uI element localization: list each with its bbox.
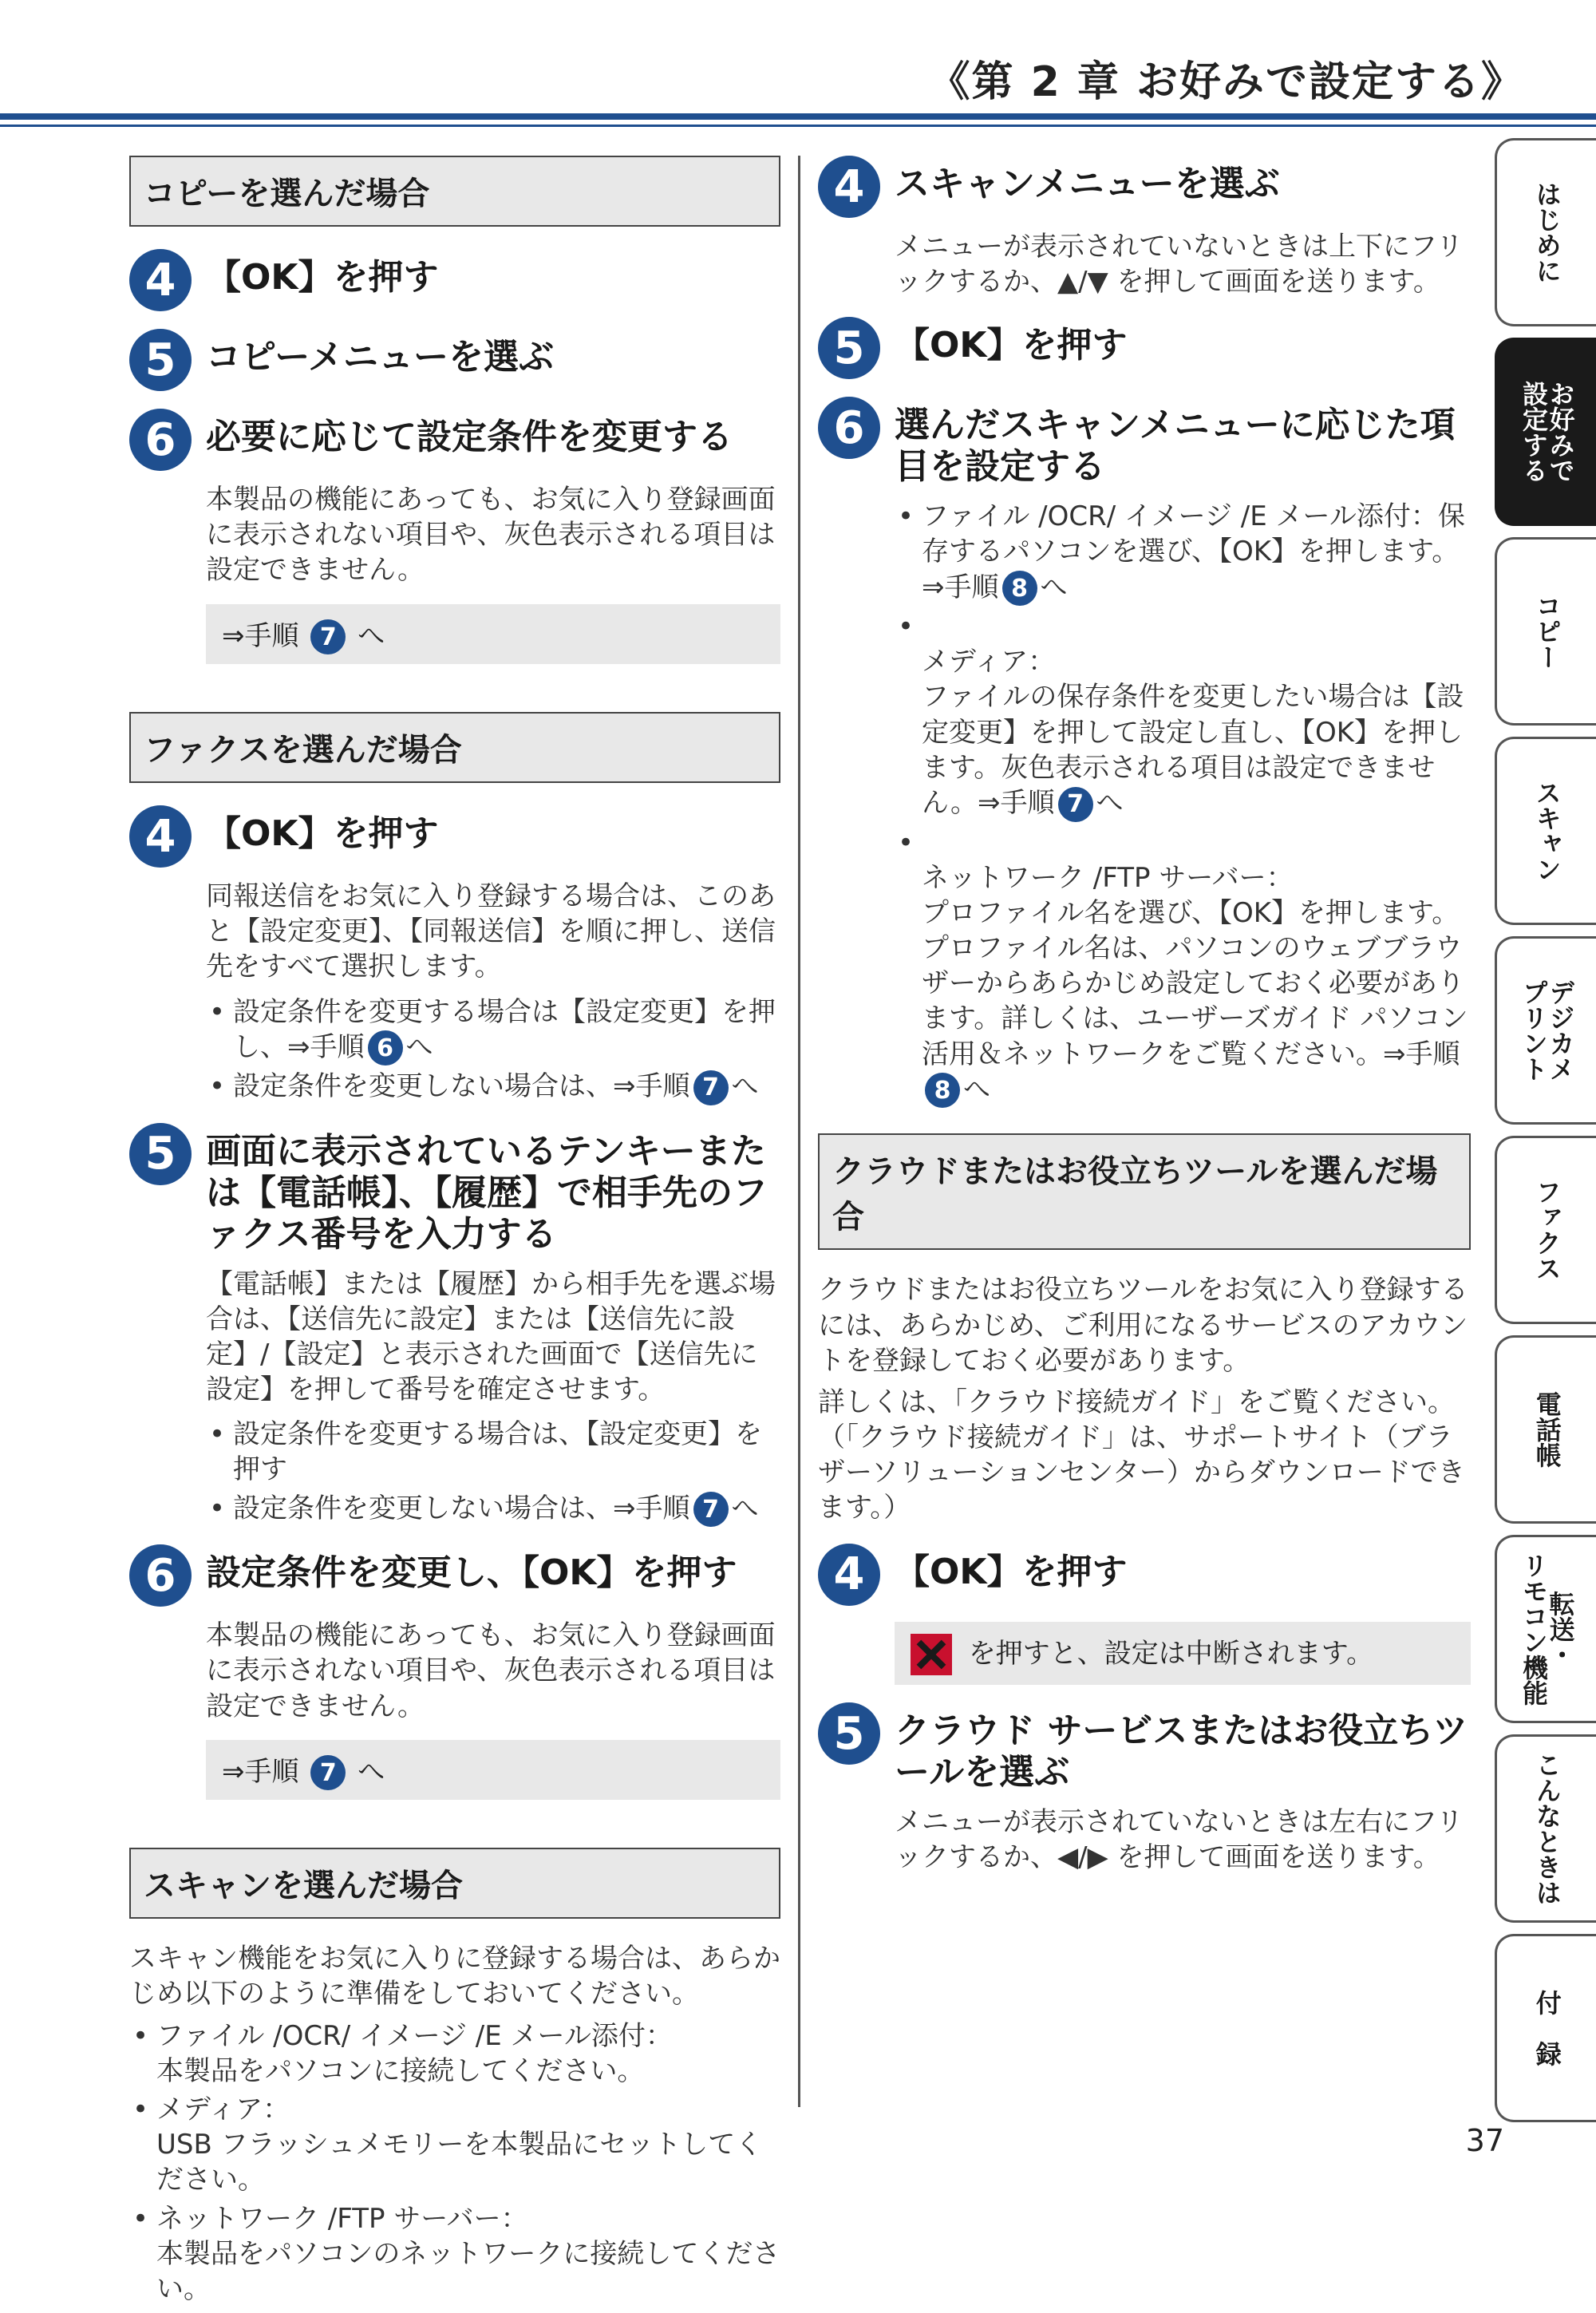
bullet-item: • メディア： USB フラッシュメモリーを本製品にセットしてください。 <box>129 2092 780 2198</box>
step-ref-badge: 7 <box>310 619 346 654</box>
step-body: 本製品の機能にあっても、お気に入り登録画面に表示されない項目や、灰色表示される項目は設定できません。 <box>206 484 776 587</box>
fax-step-5-bullets <box>206 1417 780 1527</box>
note-suffix: へ <box>358 1755 385 1788</box>
cancel-note-text: を押すと、設定は中断されます。 <box>968 1637 1374 1670</box>
tab-digicame[interactable] <box>1495 936 1596 1125</box>
cloud-para-1: クラウドまたはお役立ちツールをお気に入り登録するには、あらかじめ、ご利用になるサービスのアカウントを登録しておく必要があります。 <box>818 1274 1468 1377</box>
scan-step-4 <box>818 156 1471 218</box>
step-ref-badge: 8 <box>1002 571 1037 606</box>
tab-label: はじめに <box>1531 181 1562 283</box>
tab-hajimeni[interactable] <box>1495 138 1596 326</box>
tab-label: スキャン <box>1531 780 1562 882</box>
step-title: 【OK】を押す <box>895 1551 1128 1592</box>
bullet-item: • ファイル /OCR/ イメージ /E メール添付： 本製品をパソコンに接続してください。 <box>129 2018 780 2089</box>
step-number: 6 <box>818 397 880 459</box>
chapter-title: 《第 2 章 お好みで設定する》 <box>928 58 1524 106</box>
step-title: コピーメニューを選ぶ <box>206 337 555 378</box>
note-box-cancel <box>895 1622 1471 1686</box>
bullet-item: • ファイル /OCR/ イメージ /E メール添付：保存するパソコンを選び、【OK】を押します。⇒手順 8 へ <box>895 499 1471 606</box>
cloud-para-2: 詳しくは、「クラウド接続ガイド」をご覧ください。（「クラウド接続ガイド」は、サポートサイト（ブラザーソリューションセンター）からダウンロードできます。） <box>818 1386 1465 1524</box>
fax-step-5 <box>129 1123 780 1255</box>
scan-step-5 <box>818 317 1471 379</box>
section-header-cloud: クラウドまたはお役立ちツールを選んだ場合 <box>818 1133 1471 1250</box>
bullet-item: • 設定条件を変更しない場合は、⇒手順 7 へ <box>206 1491 780 1528</box>
tab-fax[interactable] <box>1495 1136 1596 1324</box>
step-number: 6 <box>129 409 192 471</box>
step-body: 同報送信をお気に入り登録する場合は、このあと【設定変更】、【同報送信】を順に押し、送信先をすべて選択します。 <box>206 880 776 983</box>
left-column <box>129 156 780 2313</box>
step-title: 選んだスキャンメニューに応じた項目を設定する <box>895 405 1456 488</box>
step-title: 【OK】を押す <box>206 257 439 298</box>
copy-step-6 <box>129 409 780 471</box>
step-number: 4 <box>129 249 192 311</box>
bullet-item: • 設定条件を変更する場合は【設定変更】を押し、⇒手順 6 へ <box>206 994 780 1066</box>
bullet-item: • メディア： ファイルの保存条件を変更したい場合は【設定変更】を押して設定し直し、【OK】を押します。灰色表示される項目は設定できません。⇒手順 7 へ <box>895 609 1471 821</box>
tab-okonomi[interactable] <box>1495 338 1596 526</box>
bullet-item: • ネットワーク /FTP サーバー： プロファイル名を選び、【OK】を押します。プロファイル名は、パソコンのウェブブラウザーからあらかじめ設定しておく必要があります。詳しくは、ユーザーズガイド パソコン活用＆ネットワークをご覧ください。⇒手順8 へ <box>895 825 1471 1109</box>
tab-copy[interactable] <box>1495 537 1596 726</box>
fax-step-4-bullets <box>206 994 780 1105</box>
tab-forward[interactable] <box>1495 1535 1596 1723</box>
page-number: 37 <box>1465 2123 1504 2158</box>
bullet-item: • ネットワーク /FTP サーバー： 本製品をパソコンのネットワークに接続してください。 <box>129 2201 780 2307</box>
copy-step-4 <box>129 249 780 311</box>
section-header-fax: ファクスを選んだ場合 <box>129 712 780 783</box>
step-ref-badge: 8 <box>925 1073 960 1108</box>
step-ref-badge: 7 <box>693 1492 729 1527</box>
note-box-fax <box>206 1740 780 1801</box>
step-number: 4 <box>818 156 880 218</box>
section-header-copy: コピーを選んだ場合 <box>129 156 780 227</box>
step-number: 5 <box>129 1123 192 1185</box>
chapter-tabs <box>1495 138 1596 2133</box>
step-ref-badge: 7 <box>310 1755 346 1790</box>
tab-label: 電話帳 <box>1531 1391 1562 1468</box>
step-title: 設定条件を変更し、【OK】を押す <box>206 1552 737 1594</box>
step-title: クラウド サービスまたはお役立ちツールを選ぶ <box>895 1710 1468 1793</box>
tab-phonebook[interactable] <box>1495 1335 1596 1524</box>
step-title: 必要に応じて設定条件を変更する <box>206 417 733 457</box>
tab-label: 転送・ リモコン機能 <box>1519 1552 1576 1706</box>
note-suffix: へ <box>358 619 385 652</box>
step-ref-badge: 7 <box>1058 787 1093 822</box>
bullet-item: • 設定条件を変更する場合は、【設定変更】を押す <box>206 1417 780 1487</box>
right-column <box>818 156 1471 1884</box>
step-body: メニューが表示されていないときは上下にフリックするか、▲/▼ を押して画面を送ります。 <box>895 231 1464 299</box>
column-divider <box>798 156 800 2107</box>
scan-prep-bullets <box>129 2018 780 2307</box>
scan-step-6 <box>818 397 1471 488</box>
tab-label: 付 録 <box>1531 1990 1562 2066</box>
step-title: 画面に表示されているテンキーまたは【電話帳】、【履歴】で相手先のファクス番号を入力する <box>206 1130 768 1255</box>
fax-step-6 <box>129 1544 780 1607</box>
step-number: 6 <box>129 1544 192 1607</box>
copy-step-5 <box>129 329 780 391</box>
step-title: 【OK】を押す <box>206 813 439 855</box>
step-title: スキャンメニューを選ぶ <box>895 164 1280 204</box>
scan-step-6-bullets <box>895 499 1471 1108</box>
step-title: 【OK】を押す <box>895 325 1128 366</box>
step-ref-badge: 6 <box>368 1030 403 1066</box>
step-number: 4 <box>129 805 192 868</box>
note-box-copy <box>206 604 780 665</box>
step-body: 本製品の機能にあっても、お気に入り登録画面に表示されない項目や、灰色表示される項目は設定できません。 <box>206 1619 776 1722</box>
tab-troubleshoot[interactable] <box>1495 1734 1596 1923</box>
cancel-x-icon <box>911 1634 952 1675</box>
tab-appendix[interactable] <box>1495 1934 1596 2122</box>
section-header-scan: スキャンを選んだ場合 <box>129 1848 780 1919</box>
step-number: 5 <box>818 1702 880 1765</box>
step-number: 5 <box>129 329 192 391</box>
header-rule-thin <box>0 125 1596 127</box>
step-number: 5 <box>818 317 880 379</box>
bullet-item: • 設定条件を変更しない場合は、⇒手順 7 へ <box>206 1069 780 1105</box>
note-prefix: ⇒手順 <box>222 619 299 652</box>
tab-scan[interactable] <box>1495 737 1596 925</box>
tab-label: お好みで 設定する <box>1519 381 1576 483</box>
step-body: 【電話帳】または【履歴】から相手先を選ぶ場合は、【送信先に設定】または【送信先に設定】/【設定】と表示された画面で【送信先に設定】を押して番号を確定させます。 <box>206 1267 776 1406</box>
tab-label: ファクス <box>1531 1179 1562 1281</box>
cloud-step-5 <box>818 1702 1471 1793</box>
tab-label: こんなときは <box>1531 1752 1562 1905</box>
fax-step-4 <box>129 805 780 868</box>
cloud-step-4 <box>818 1544 1471 1606</box>
note-prefix: ⇒手順 <box>222 1755 299 1788</box>
step-body: メニューが表示されていないときは左右にフリックするか、◀/▶ を押して画面を送ります。 <box>895 1805 1464 1874</box>
step-number: 4 <box>818 1544 880 1606</box>
tab-label: デジカメ プリント <box>1519 979 1576 1081</box>
scan-intro: スキャン機能をお気に入りに登録する場合は、あらかじめ以下のように準備をしておいてください。 <box>129 1943 780 2011</box>
header-rule-thick <box>0 113 1596 120</box>
tab-label: コピー <box>1531 593 1562 670</box>
step-ref-badge: 7 <box>693 1070 729 1105</box>
